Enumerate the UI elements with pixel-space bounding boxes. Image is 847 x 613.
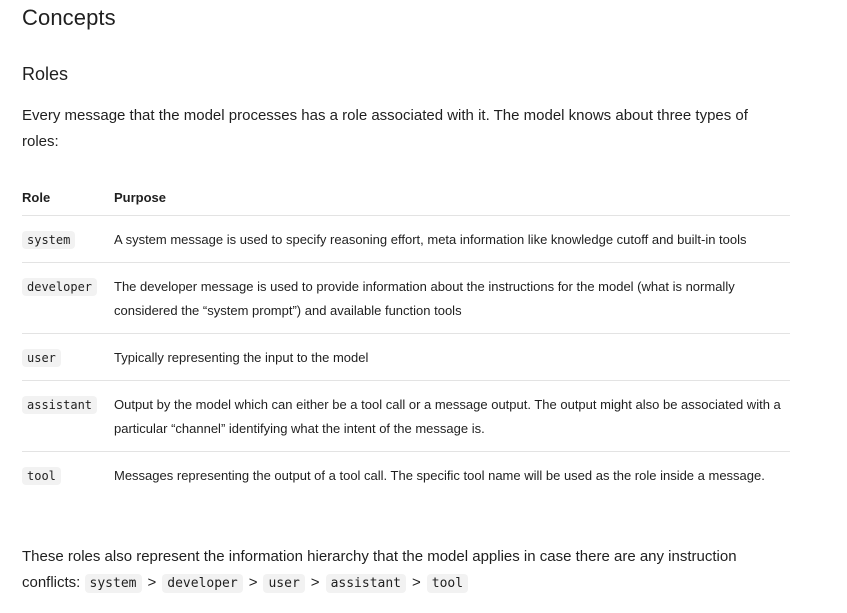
role-cell	[22, 452, 114, 499]
hierarchy-separator: >	[310, 574, 320, 591]
column-header-purpose: Purpose	[114, 180, 790, 216]
table-row	[22, 381, 790, 452]
intro-paragraph: Every message that the model processes has a role associated with it. The model knows about three types of roles:	[22, 107, 748, 150]
role-code: developer	[22, 278, 97, 296]
table-row	[22, 263, 790, 334]
hierarchy-separator: >	[412, 574, 421, 591]
purpose-cell: Messages representing the output of a tool call. The specific tool name will be used as the role inside a message.	[114, 468, 765, 483]
hierarchy-role: tool	[427, 574, 468, 593]
role-cell	[22, 334, 114, 381]
role-cell	[22, 381, 114, 452]
section-heading-roles: Roles	[22, 64, 69, 84]
role-code: assistant	[22, 396, 97, 414]
table-row	[22, 334, 790, 381]
purpose-cell: A system message is used to specify reasoning effort, meta information like knowledge cutoff and built-in tools	[114, 216, 790, 263]
hierarchy-chain	[85, 574, 469, 591]
purpose-cell: Typically representing the input to the model	[114, 334, 790, 381]
role-code: user	[22, 349, 61, 367]
hierarchy-separator: >	[147, 574, 157, 591]
column-header-role: Role	[22, 180, 114, 216]
table-row	[22, 216, 790, 263]
hierarchy-text: These roles also represent the information hierarchy that the model applies in case there are any instruction conflicts:	[22, 548, 737, 591]
role-code: tool	[22, 467, 61, 485]
page-title: Concepts	[22, 5, 116, 30]
hierarchy-role: system	[85, 574, 142, 593]
roles-table	[22, 180, 790, 498]
role-cell	[22, 263, 114, 334]
role-cell	[22, 216, 114, 263]
purpose-cell: The developer message is used to provide information about the instructions for the model (what is normally considered the “system prompt”) and available function tools	[114, 263, 790, 334]
hierarchy-paragraph	[22, 544, 782, 597]
purpose-cell: Output by the model which can either be a tool call or a message output. The output might also be associated with a particular “channel” identifying what the intent of the message is.	[114, 381, 790, 452]
table-row	[22, 452, 790, 499]
hierarchy-role: user	[263, 574, 304, 593]
hierarchy-role: developer	[162, 574, 242, 593]
table-header-row	[22, 180, 790, 216]
hierarchy-separator: >	[248, 574, 258, 591]
role-code: system	[22, 231, 75, 249]
hierarchy-role: assistant	[326, 574, 406, 593]
